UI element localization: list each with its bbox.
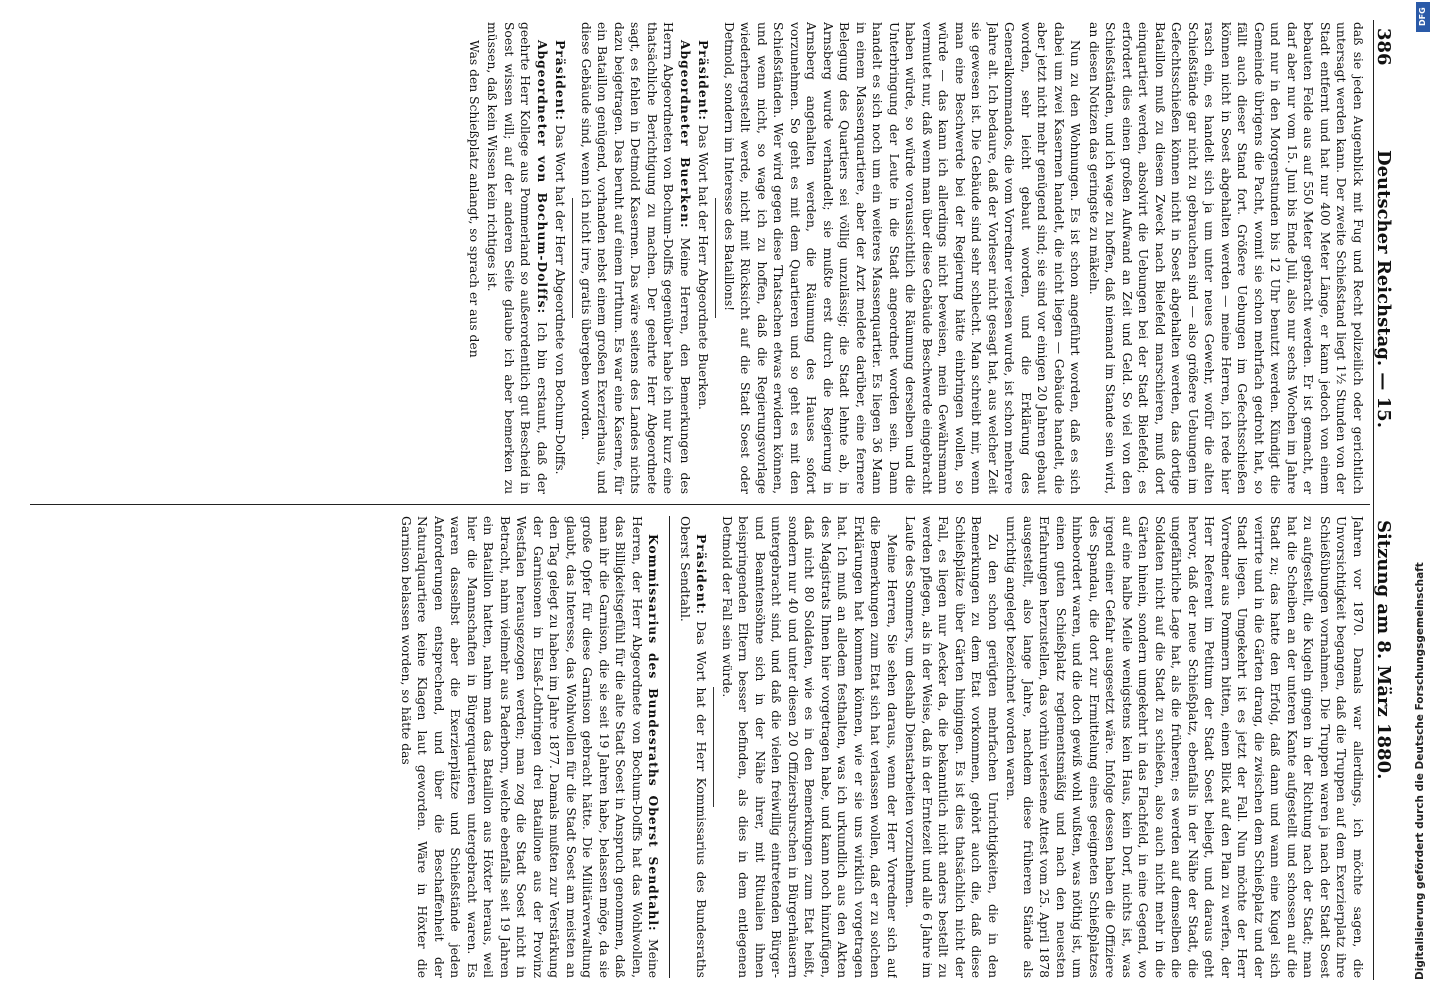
header-rule	[1373, 20, 1374, 980]
section-rule	[670, 516, 671, 978]
paragraph	[484, 22, 550, 494]
section-separator	[573, 198, 574, 318]
paragraph	[902, 516, 1001, 978]
dfg-note: Digitalisierung gefördert durch die Deutsche Forschungsgemeinschaft	[1414, 562, 1426, 980]
column-divider	[30, 504, 1370, 505]
paragraph-text: Meine Herren, den Bemerkungen des Herrn Abgeordneten von Bochum-Dolffs gegenüber habe ich nur kurz eine thatsächliche Berichtigung zu machen. Der geehrte Herr Abgeordnete sagt, es fehlen in Detmold Kasernen. Das wäre seitens des Landes nichts dazu beigetragen. Das beruht auf einem Irrthum. Es war eine Kaserne, für ein Bataillon genügend, vorhanden nebst einem großen Exerzierhaus, und diese Gebäude sind, wenn ich nicht irre, gratis übergeben worden.	[579, 22, 692, 494]
section-separator	[714, 687, 715, 807]
paragraph-text: Jahren vor 1870. Damals war allerdings, ich möchte sagen, die Unvorsichtigkeit begangen, daß die Truppen auf dem Exerzierplatz ihre Schießübungen vornahmen. Die Truppen waren ja nach der Stadt Soest zu aufgestellt, die Kugeln gingen in der Richtung nach der Stadt; man hat die Scheiben an der unteren Kante aufgestellt und schossen auf die Stadt zu; das hatte den Erfolg, daß dann und wann eine Kugel sich verirrte und in die Gärten drang, die zwischen dem Schießplatz und der Stadt liegen. Umgekehrt ist es jetzt der Fall. Nun möchte der Herr Vorredner aus Pommern bitten, einen Blick auf den Plan zu werfen, der Herr Referent im Petitum der Stadt Soest beilegt, und daraus geht hervor, daß der neue Schießplatz, ebenfalls in der Nähe der Stadt, die ungefährliche Lage hat, als die früheren; es werden auf demselben die Soldaten nicht auf die Stadt zu schießen, also auch nicht mehr in die Gärten hinein, sondern umgekehrt in das Flachfeld, in eine Gegend, wo auf eine halbe Meile wenigstens kein Haus, kein Dorf, nichts ist, was irgend einer Gefahr ausgesetzt wäre. Infolge dessen haben die Offiziere des Spandau, die dort zur Ermittelung eines geeigneten Schießplatzes hinbeordert waren, und die doch gewiß wohl wußten, was nöthig ist, um einen guten Schießplatz reglementsmäßig und nach den neuesten Erfahrungen herzustellen, das vorhin verlesene Attest vom 25. April 1878 ausgestellt, also lange Jahre, nachdem diese früheren Stände als unrichtig angelegt bezeichnet worden waren.	[1004, 516, 1365, 978]
paragraph-text: Was den Schießplatz anlangt, so sprach er aus den	[467, 40, 481, 358]
paragraph	[466, 22, 483, 494]
speaker-name: Abgeordneter Buerken:	[678, 40, 693, 229]
paragraph	[1003, 516, 1366, 978]
paragraph	[552, 22, 569, 494]
section-separator	[716, 198, 717, 318]
paragraph	[721, 22, 1084, 494]
session-title: Sitzung am 8. März 1880.	[1373, 520, 1394, 780]
paragraph-text: Nun zu den Wohnungen. Es ist schon angeführt worden, daß es sich dabei um zwei Kasernen handelt, die nicht liegen — Gebäude handelt, die aber jetzt nicht mehr genügend sind; sie sind vor einigen 20 Jahren gebaut worden, sehr leicht gebaut worden, und die Erklärung des Generalkommandos, die vom Vorredner verlesen wurde, ist schon mehrere Jahre alt. Ich bedaure, daß der Vorleser nicht gesagt hat, aus welcher Zeit sie gewesen ist. Die Gebäude sind sehr schlecht. Man schreibt mir, wenn man eine Beschwerde bei der Regierung hätte einbringen wollen, so würde — das kann ich allerdings nicht beweisen, mein Gewährsmann vermutet nur, daß wenn man über diese Gebäude Beschwerde eingebracht haben würde, so würde voraussichtlich die Räumung derselben und die Unterbringung der Leute in die Stadt angeordnet worden sein. Dann handelt es sich noch um ein weiteres Massenquartier. Es liegen 36 Mann in einem Massenquartiere, aber der Arzt meldete darüber, eine fernere Belegung des Quartiers sei völlig unzulässig; die Stadt lehnte ab, in Arnsberg wurde verhandelt; sie mußte erst durch die Regierung in Arnsberg angehalten werden, die Räumung des Hauses sofort vorzunehmen. So geht es mit dem Quartieren und so geht es mit den Schießständen. Wer wird gegen diese Thatsachen etwas erwidern können, und wenn nicht, so wage ich zu hoffen, daß die Regierungsvorlage wiederhergestellt werde, nicht mit Rücksicht auf die Stadt Soest oder Detmold, sondern im Interesse des Bataillons!	[722, 22, 1083, 494]
speaker-name: Präsident:	[553, 40, 569, 121]
paragraph-text: Zu den schon gerügten mehrfachen Unrichtigkeiten, die in den Bemerkungen zu dem Etat vorkommen, gehört auch die, daß diese Schießplätze über Gärten hingingen. Es ist dies thatsächlich nicht der Fall, es liegen nur Aecker da, die bekanntlich nicht anders bestellt zu werden pflegen, als in der Weise, daß in der Erntezeit und alle 6 Jahre im Laufe des Sommers, um deshalb Dienstarbeiten vorzunehmen.	[903, 516, 1000, 978]
paragraph-text: Meine Herren, der Herr Abgeordnete von Bochum-Dolffs hat das Wohlwollen, das Billigkeitsgefühl für die alte Stadt Soest in Anspruch genommen, daß man ihr die Garnison, die sie seit 19 Jahren habe, belassen möge, da sie große Opfer für diese Garnison gebracht hätte. Die Militärverwaltung glaubt, das Interesse, das Wohlwollen für die Stadt Soest am meisten an den Tag gelegt zu haben im Jahre 1877. Damals mußten zur Verstärkung der Garnisonen in Elsaß-Lothringen drei Bataillone aus der Provinz Westfalen herausgezogen werden; man zog die Stadt Soest nicht in Betracht, nahm vielmehr aus Paderborn, welche ebenfalls seit 19 Jahren ein Bataillon hatten, nahm man das Bataillon aus Höxter heraus, weil hier die Mannschaften in Bürgerquartieren untergebracht waren. Es waren dasselbst aber die Exerzierplätze und Schießstände jeden Anforderungen entsprechend, und über die Beschaffenheit der Naturalquartiere keine Klagen laut geworden. Wäre in Höxter die Garnison belassen worden, so hätte das	[399, 516, 661, 978]
paragraph	[677, 516, 710, 978]
paragraph	[398, 516, 662, 978]
page-number: 386	[1373, 28, 1394, 66]
paragraph	[719, 516, 901, 978]
dfg-logo: DFG	[1416, 2, 1430, 32]
right-column	[30, 516, 1366, 978]
speaker-name: Kommissarius des Bundesraths Oberst Sendtahl:	[646, 534, 662, 932]
speaker-name: Präsident:	[694, 534, 710, 615]
paragraph-text: Das Wort hat der Herr Kommissarius des Bundesraths Oberst Sendtahl.	[678, 516, 709, 978]
speaker-name: Abgeordneter von Bochum-Dolffs:	[535, 40, 550, 315]
paragraph-text: Das Wort hat der Herr Abgeordnete Buerken.	[696, 124, 711, 410]
paragraph-text: Das Wort hat der Herr Abgeordnete von Bochum-Dolffs.	[553, 124, 568, 475]
paragraph	[1086, 22, 1367, 494]
paragraph-text: daß sie jeden Augenblick mit Fug und Recht polizeilich oder gerichtlich untersagt werden kann. Der zweite Schießstand liegt 1½ Stunden von der Stadt entfernt und hat nur 400 Meter Länge, er kann jedoch von einem bebauten Felde aus auf 550 Meter gebracht werden. Er ist gemacht, er darf aber nur vom 15. Juni bis Ende Juli, also nur sechs Wochen im Jahre und nur in den Morgenstunden bis 12 Uhr benutzt werden. Kündigt die Gemeinde übrigens die Pacht, womit sie schon mehrfach gedroht hat, so fällt auch dieser Stand fort. Größere Uebungen im Gefechtsschießen können nicht in Soest abgehalten werden — meine Herren, ich rede hier rasch ein, es handelt sich ja um unter neues Gewehr, wofür die alten Schießstände gar nicht zu gebrauchen sind — also größere Uebungen im Gefechtsschießen können nicht in Soest abgehalten werden, das dortige Bataillon muß zu diesem Zweck nach Bielefeld marschieren, muß dort einquartiert werden, absolvirt die Uebungen bei der Stadt Bielefeld; es erfordert dies einen großen Aufwand an Zeit und Geld. So viel von den Schießständen, und ich wage zu hoffen, daß niemand im Stande sein wird, an diesen Notizen das geringste zu mäkeln.	[1087, 22, 1365, 494]
paragraph-text: Ich bin erstaunt, daß der geehrte Herr Kollege aus Pommerland so außerordentlich gut Bescheid in Soest wissen will; auf der anderen Seite glaube ich aber bemerken zu müssen, daß kein Wissen kein richtiges ist.	[485, 22, 549, 494]
left-column	[30, 22, 1366, 494]
speaker-name: Präsident:	[696, 40, 712, 121]
publication-title: Deutscher Reichstag. — 15.	[1373, 150, 1394, 428]
paragraph	[695, 22, 712, 494]
paragraph	[578, 22, 694, 494]
paragraph-text: Meine Herren, Sie sehen daraus, wenn der Herr Vorredner sich auf die Bemerkungen zum Etat sich hat verlassen wollen, daß er zu solchen Erklärungen hat kommen können, wie er sie uns wirklich vorgetragen hat. Ich muß an alledem festhalten, was ich urkundlich aus den Akten des Magistrats Ihnen hier vorgetragen habe, und kann noch hinzufügen, daß nicht 80 Soldaten, wie es in den Bemerkungen zum Etat heißt, sondern nur 40 und unter diesen 20 Offiziersburschen in Bürgerhäusern untergebracht sind, und daß die vielen freiwillig eintretenden Bürger- und Beamtensöhne sich in der Nähe ihrer, mit Ritualien ihnen beispringenden Eltern besser befinden, als dies in dem entlegenen Detmold der Fall sein würde.	[720, 516, 899, 978]
